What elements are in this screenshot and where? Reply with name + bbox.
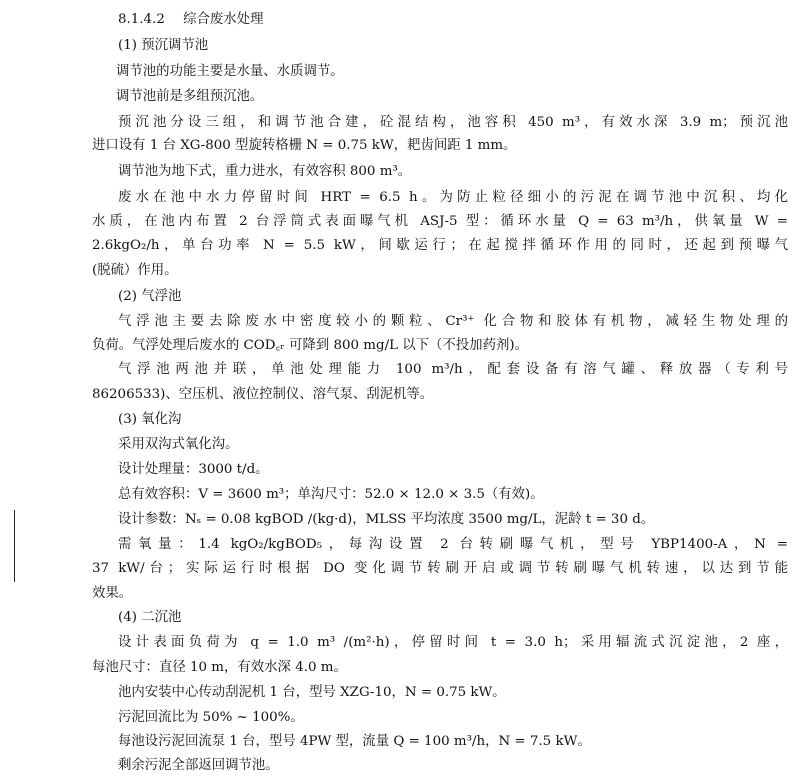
paragraph-line: 设计参数：Nₛ = 0.08 kgBOD /(kg·d)，MLSS 平均浓度 3500 mg/L，泥龄 t = 30 d。	[118, 512, 655, 527]
paragraph-line: 调节池前是多组预沉池。	[116, 89, 264, 104]
section-title: 综合废水处理	[183, 12, 264, 27]
paragraph-line: 预沉池分设三组，和调节池合建，砼混结构，池容积 450 m³，有效水深 3.9 m；预沉池	[118, 115, 788, 130]
paragraph-line: 调节池为地下式，重力进水，有效容积 800 m³。	[118, 164, 412, 179]
paragraph-line: 进口设有 1 台 XG-800 型旋转格栅 N = 0.75 kW，耙齿间距 1 mm。	[92, 138, 517, 153]
paragraph-line: 需氧量：1.4 kgO₂/kgBOD₅，每沟设置 2 台转刷曝气机，型号 YBP1400-A，N =	[118, 537, 788, 552]
paragraph-line: 污泥回流比为 50% ~ 100%。	[118, 710, 304, 725]
paragraph-line: 气浮池主要去除废水中密度较小的颗粒、Cr³⁺ 化合物和胶体有机物，减轻生物处理的	[118, 314, 788, 329]
subheading-4: (4) 二沉池	[118, 610, 182, 625]
paragraph-line: 池内安装中心传动刮泥机 1 台，型号 XZG-10，N = 0.75 kW。	[118, 685, 506, 700]
paragraph-line: 废水在池中水力停留时间 HRT = 6.5 h。为防止粒径细小的污泥在调节池中沉积、均化	[118, 190, 788, 205]
subheading-1: (1) 预沉调节池	[118, 38, 209, 53]
paragraph-line: 调节池的功能主要是水量、水质调节。	[116, 64, 344, 79]
paragraph-line: 剩余污泥全部返回调节池。	[118, 758, 279, 773]
paragraph-line: 气浮池两池并联，单池处理能力 100 m³/h，配套设备有溶气罐、释放器（专利号	[118, 362, 788, 377]
section-number: 8.1.4.2	[118, 12, 165, 27]
subheading-3: (3) 氧化沟	[118, 412, 182, 427]
subheading-2: (2) 气浮池	[118, 289, 182, 304]
paragraph-line: 86206533)、空压机、液位控制仪、溶气泵、刮泥机等。	[92, 387, 434, 402]
paragraph-line: 设计表面负荷为 q = 1.0 m³ /(m²·h)，停留时间 t = 3.0 h；采用辐流式沉淀池，2 座，	[118, 635, 788, 650]
paragraph-line: 每池尺寸：直径 10 m，有效水深 4.0 m。	[92, 660, 347, 675]
paragraph-line: 设计处理量：3000 t/d。	[118, 462, 269, 477]
paragraph-line: 负荷。气浮处理后废水的 COD꜀ᵣ 可降到 800 mg/L 以下（不投加药剂)。	[92, 338, 528, 353]
paragraph-line: 37 kW/台；实际运行时根据 DO 变化调节转刷开启或调节转刷曝气机转速，以达到节能	[92, 561, 788, 576]
paragraph-line: 2.6kgO₂/h，单台功率 N = 5.5 kW，间歇运行；在起搅拌循环作用的同时，还起到预曝气	[92, 238, 788, 253]
paragraph-line: (脱硫）作用。	[92, 263, 178, 278]
paragraph-line: 采用双沟式氧化沟。	[118, 437, 239, 452]
paragraph-line: 水质，在池内布置 2 台浮筒式表面曝气机 ASJ-5 型：循环水量 Q = 63 m³/h，供氧量 W =	[92, 214, 788, 229]
paragraph-line: 总有效容积：V = 3600 m³；单沟尺寸：52.0 × 12.0 × 3.5（有效)。	[118, 487, 544, 502]
section-heading	[118, 10, 786, 30]
margin-mark	[14, 510, 15, 582]
paragraph-line: 每池设污泥回流泵 1 台，型号 4PW 型，流量 Q = 100 m³/h，N = 7.5 kW。	[118, 734, 591, 749]
paragraph-line: 效果。	[92, 586, 133, 601]
